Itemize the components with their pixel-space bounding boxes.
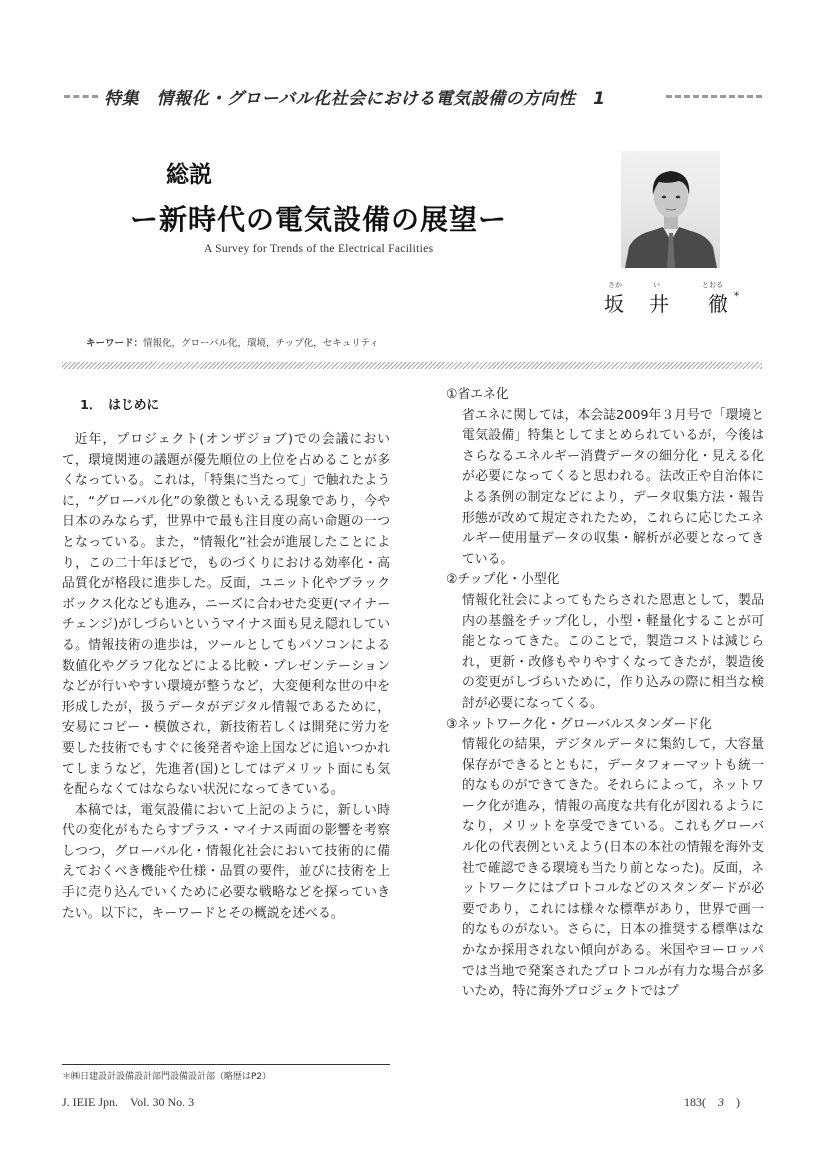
item-body-energy: 省エネに関しては，本会誌2009年３月号で「環境と電気設備」特集としてまとめられているが，今後はさらなるエネルギー消費データの細分化・見える化が必要になってくると思われる。法改正や自治体による条例の制定などにより，データ収集方法・報告形態が改めて規定されたため，これらに応じたエネルギー使用量データの収集・解析が必要となってきている。	[462, 407, 764, 567]
item-body-chip: 情報化社会によってもたらされた恩恵として，製品内の基盤をチップ化し，小型・軽量化することが可能となってきた。このことで，製造コストは減じられ，更新・改修もやりやすくなってきたが，製造後の変更がしづらいために，作り込みの際に相当な検討が必要になってくる。	[462, 592, 764, 711]
item-heading-network: ③ネットワーク化・グローバルスタンダード化	[446, 716, 712, 732]
author-ruby-1: さか	[608, 281, 622, 289]
author-affiliation-mark: *	[734, 291, 739, 302]
author-photo	[621, 151, 720, 268]
section-heading: 1． はじめに	[80, 398, 160, 413]
series-title: 特集 情報化・グローバル化社会における電気設備の方向性 1	[104, 89, 606, 109]
journal-citation: J. IEIE Jpn. Vol. 30 No. 3	[62, 1095, 195, 1109]
right-column	[446, 385, 764, 1003]
keywords-value: 情報化，グローバル化，環境，チップ化，セキュリティ	[143, 338, 379, 349]
left-column	[62, 396, 390, 924]
footnote: ＊㈱日建設計設備設計部門設備設計部（略歴はP2）	[62, 1072, 272, 1082]
banner-right-dashes	[666, 95, 762, 98]
author-char-1: 坂	[604, 292, 624, 316]
keywords-line	[86, 335, 379, 349]
keywords-label: キーワード：	[86, 338, 144, 349]
intro-paragraph-1: 近年，プロジェクト(オンザジョブ)での会議において，環境関連の議題が優先順位の上位を占めることが多くなっている。これは，「特集に当たって」で触れたように，“グローバル化”の象徴ともいえる現象であり，今や日本のみならず，世界中で最も注目度の高い命題の一つとなっている。また，“情報化”社会が進展したことにより，この二十年ほどで，ものづくりにおける効率化・高品質化が格段に進歩した。反面，ユニット化やブラックボックス化なども進み，ニーズに合わせた変更(マイナーチェンジ)がしづらいというマイナス面も見え隠れしている。情報技術の進歩は，ツールとしてもパソコンによる数値化やグラフ化などによる比較・プレゼンテーションなどが行いやすい環境が整うなど，大変便利な世の中を形成したが，扱うデータがデジタル情報であるために，安易にコピー・模倣され，新技術若しくは開発に労力を要した技術でもすぐに後発者や途上国などに追いつかれてしまうなど，先進者(国)としてはデメリット面にも気を配らなくてはならない状況になってきている。	[62, 432, 390, 798]
page-number-local: 3	[718, 1095, 724, 1109]
hatched-divider	[62, 362, 762, 369]
page-number: 183( 3 )	[684, 1095, 740, 1109]
banner-left-dashes	[64, 95, 98, 98]
author-ruby-2: い	[653, 281, 660, 289]
intro-paragraph-2: 本稿では，電気設備において上記のように，新しい時代の変化がもたらすプラス・マイナス両面の影響を考察しつつ，グローバル化・情報化社会において技術的に備えておくべき機能や仕様・品質の要件，並びに技術を上手に売り込んでいくために必要な戦略などを探っていきたい。以下に，キーワードとその概説を述べる。	[62, 802, 390, 921]
series-banner	[0, 84, 827, 108]
author-ruby-3: とおる	[702, 281, 723, 289]
article-title: ー新時代の電気設備の展望ー	[130, 203, 508, 236]
author-name	[604, 280, 764, 320]
footnote-rule	[62, 1064, 390, 1065]
author-char-3: 徹	[708, 292, 728, 316]
author-char-2: 井	[649, 292, 669, 316]
item-body-network: 情報化の結果，デジタルデータに集約して，大容量保存ができるとともに，データフォーマットも統一的なものができてきた。それらによって，ネットワーク化が進み，情報の高度な共有化が図れるようになり，メリットを享受できている。これもグローバル化の代表例といえよう(日本の本社の情報を海外支社で確認できる環境も当たり前となった)。反面，ネットワークにはプロトコルなどのスタンダードが必要であり，これには様々な標準があり，世界で画一的なものがない。さらに，日本の推奨する標準はなかなか採用されない傾向がある。米国やヨーロッパでは当地で発案されたプロトコルが有力な場合が多いため，特に海外プロジェクトではプ	[462, 737, 764, 1000]
page-number-main: 183	[684, 1095, 702, 1109]
article-subtitle-en: A Survey for Trends of the Electrical Facilities	[204, 243, 434, 255]
article-kind: 総説	[166, 162, 212, 188]
item-heading-energy: ①省エネ化	[446, 387, 509, 402]
item-heading-chip: ②チップ化・小型化	[446, 572, 560, 588]
